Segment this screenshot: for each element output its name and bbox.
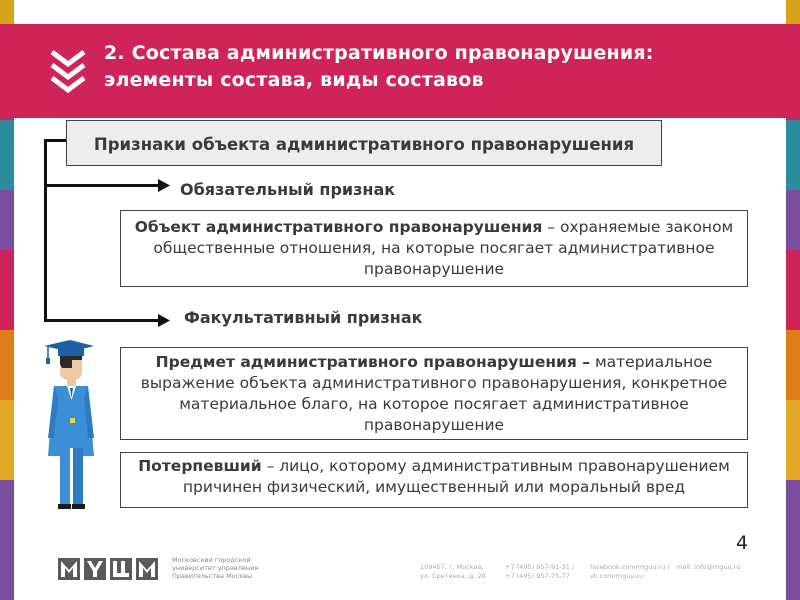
slide-title-line-2: элементы состава, виды составов [104,69,484,91]
connector-top [44,139,68,142]
footer-address: 109457, г. Москва, ул. Сретенка, д. 28 [420,563,486,580]
features-heading-box: Признаки объекта административного правонарушения [66,120,662,166]
chevrons-down-icon [48,48,88,94]
connector-vertical [44,139,47,322]
subject-definition-box [120,347,748,440]
page-number: 4 [736,532,749,554]
footer-email: mail: info@mguu.ru [676,563,741,571]
optional-feature-label: Факультативный признак [184,308,423,327]
object-definition-box [120,210,748,287]
subject-definition: материальное выражение объекта административного правонарушения, конкретное материальное благо, на которое посягает административное правонарушение [140,353,728,434]
arrow-right-icon [158,314,170,327]
footer-phones: +7 (495) 957-91-31 / +7 (495) 957-75-77 [505,563,575,580]
footer-org-name: Московский городской университет управления Правительства Москвы [172,556,259,580]
object-definition: – охраняемые законом общественные отношения, на которые посягает административное правонарушение [153,218,734,278]
victim-definition: – лицо, которому административным правонарушением причинен физический, имущественный или моральный вред [182,457,730,496]
connector-mandatory [44,184,160,187]
slide-title-line-1: 2. Состава административного правонарушения: [104,42,654,64]
university-logo-icon [58,556,162,582]
object-term: Объект административного правонарушения [134,218,543,236]
footer-social: facebook.com/mguu.ru / vk.com/mguu.ru [590,563,670,580]
graduate-figure-icon [36,338,102,510]
slide-title [104,40,784,94]
subject-term: Предмет административного правонарушения – [155,353,591,371]
slide-header [0,24,800,118]
victim-definition-box [120,452,748,508]
mandatory-feature-label: Обязательный признак [180,180,396,199]
arrow-right-icon [158,179,170,192]
connector-optional [44,319,160,322]
victim-term: Потерпевший [138,457,262,475]
